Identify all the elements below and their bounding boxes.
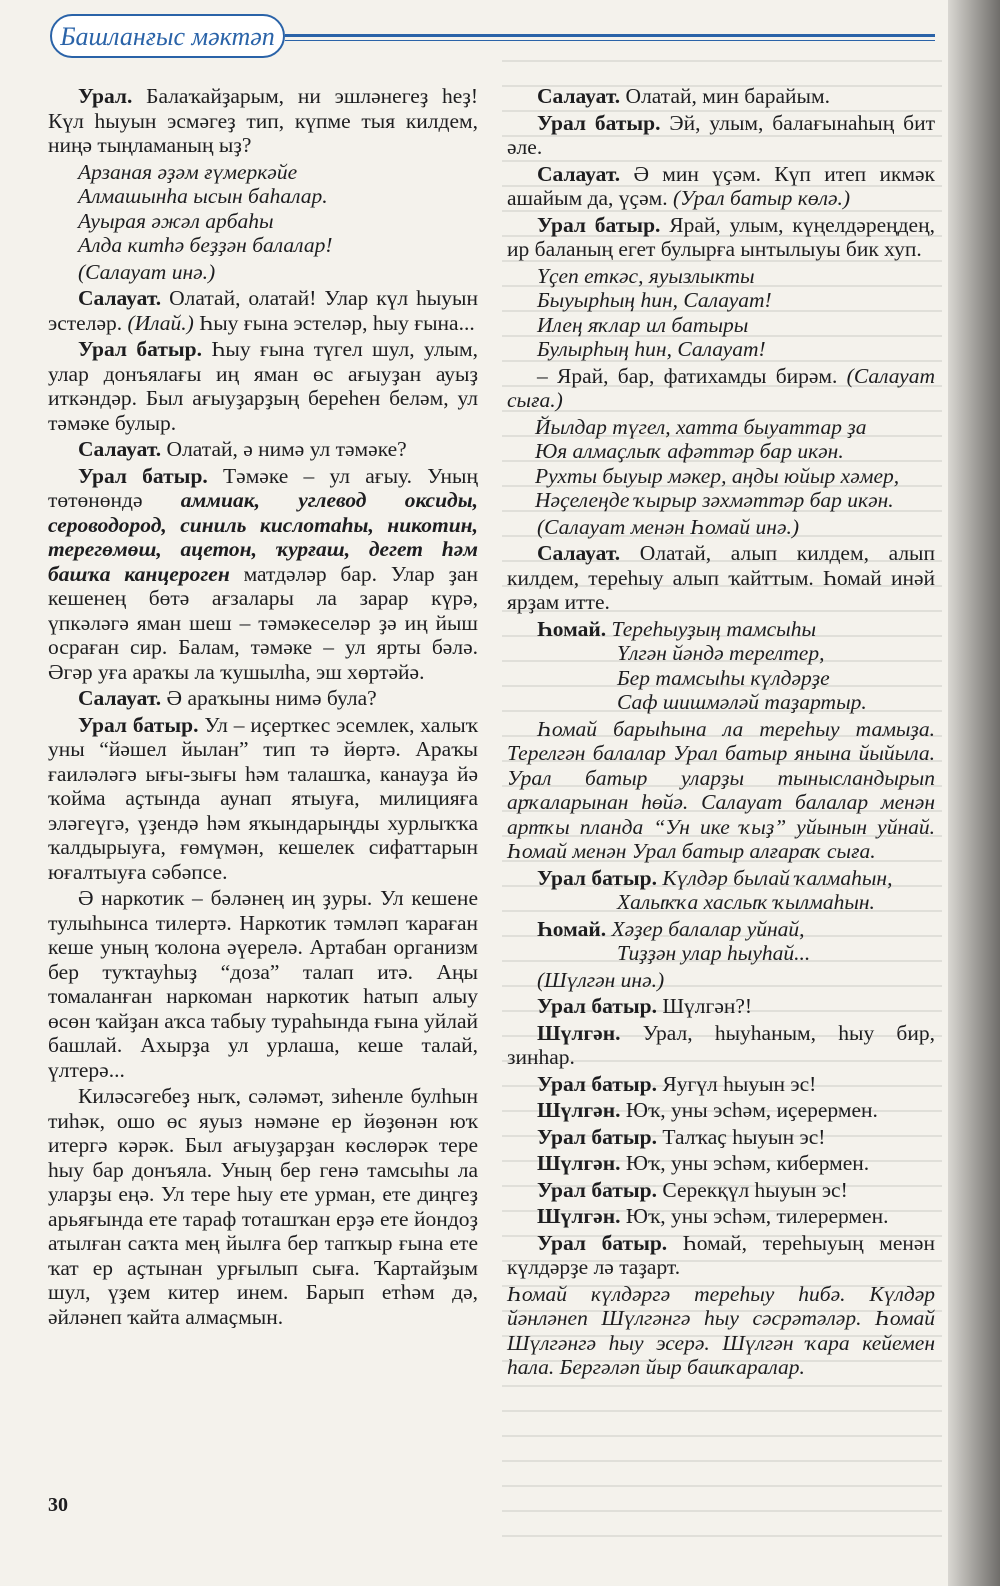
verse-block [507,415,935,513]
verse-line: Тиҙҙән улар һыуһай... [617,941,811,965]
speaker-name: Салауат. [537,541,621,565]
paragraph-text: Һыу ғына түгел шул, улым, улар донъялағы иң яман өс ағыуҙан ауыҙ иткәндәр. Был ағыуҙарҙың береһен беләм, ул тәмәке булыр. [48,337,478,435]
verse-line: Үлгән йәндә терелтер, [617,641,825,665]
speaker-name: Урал батыр. [537,1071,657,1096]
paragraph [507,1204,935,1229]
verse-line: Нәҫелеңде ҡырыр зәхмәттәр бар икән. [535,488,894,512]
paragraph [48,1084,478,1329]
paragraph-text: Шүлгән?! [656,994,753,1018]
paragraph [48,286,478,335]
paragraph-text: Олатай, мин барайым. [620,84,830,108]
verse-block [48,160,478,258]
paragraph-text: Балаҡайҙарым, ни эшләнегеҙ һеҙ! Күл һыуын эсмәгеҙ тип, күпме тыя килдем, ниңә тыңламаның ыҙ? [48,84,478,157]
paragraph [507,1151,935,1176]
speaker-name: Салауат. [537,161,621,186]
verse-line: Рухты быуыр мәкер, аңды юйыр хәмер, [535,463,900,488]
paragraph [48,337,478,435]
paragraph [507,917,935,966]
speaker-name: Урал батыр. [537,865,657,890]
paragraph-text: – Ярай, бар, фатихамды бирәм. [537,363,838,388]
speaker-name: Һомай. [537,916,607,941]
paragraph [507,1072,935,1097]
paragraph-text: Серекқүл һыуын эс! [656,1177,848,1202]
left-column [48,84,478,1331]
paragraph [507,1282,935,1380]
paragraph [507,1231,935,1280]
paragraph [48,464,478,685]
stage-direction: (Салауат инә.) [78,259,216,284]
verse-line: Тереһыуҙың тамсыһы [611,616,817,641]
verse-line: Алмашынһа ысын баһалар. [78,184,328,208]
paragraph-text: Олатай, алып килдем, алып килдем, тереһыу алып ҡайттым. Һомай инәй ярҙам итте. [507,541,935,614]
paragraph-text: Киләсәгебеҙ ныҡ, сәләмәт, зиһенле булһын тиһәк, ошо өс яуыз нәмәне ер йөҙөнән юҡ итергә кәрәк. Был ағыуҙарҙан көслөрәк тере һыу бар донъяла. Уның бер генә тамсыһы ла уларҙы еңә. Ул тере һыу ете урман, ете диңгеҙ арьяғында ете тараф тоташҡан ерҙә ете йондоҙ атылған саҡта мең йылға бер тапҡыр ғына ете ҡат ер аҫтынан урғылып сыға. Ҡартайҙым шул, үҙем китер инем. Барып етһәм дә, әйләнеп ҡайта алмаҫмын. [48,1084,478,1329]
verse-block [507,264,935,362]
paragraph-text: Урал, һыуһаным, һыу бир, зинһар. [507,1020,935,1069]
speaker-name: Салауат. [78,286,162,310]
paragraph [48,437,478,462]
paragraph [507,617,935,715]
paragraph-text: Ул – иҫерткес эсемлек, халыҡ уны “йәшел йылан” тип тә йөртә. Араҡы ғаиләләгә ығы-зығы һәм талашҡа, канауҙа йә ҡойма аҫтында аунап ятыуға, милицияға эләгеүгә, үҙендә һәм яҡындарыңды хурлыҡҡа ҡалдырыуға, ғөмүмән, кешелек сифаттарын юғалтыуға сәбәпсе. [48,712,478,884]
header-rule-thin [285,40,935,41]
paragraph [507,1098,935,1123]
paragraph [507,364,935,413]
emphasized-terms: аммиак, углевод оксиды, сероводород, синиль кислотаһы, никотин, терегөмөш, ацетон, ҡурғаш, дегет һәм башҡа канцероген [48,488,478,586]
paragraph [48,886,478,1082]
paragraph-text: Олатай, ә нимә ул тәмәке? [161,437,407,461]
speaker-name: Салауат. [78,686,162,710]
speaker-name: Салауат. [537,84,621,108]
paragraph-text: Юҡ, уны эсһәм, иҫерермен. [620,1098,878,1122]
speaker-name: Урал батыр. [78,337,203,361]
speaker-name: Шүлгән. [537,1204,621,1228]
paragraph-text: Талҡаҫ һыуын эс! [656,1124,826,1149]
paragraph-text: Олатай, олатай! Улар күл һыуын эстеләр. [48,286,478,335]
paragraph-text: Һыу ғына эстеләр, һыу ғына... [193,310,475,335]
paragraph [507,213,935,262]
verse-line: Булырһың һин, Салауат! [537,337,766,361]
stage-direction: (Илай.) [122,310,194,335]
verse-line: Халыҡҡа хаслыҡ ҡылмаһын. [617,890,875,914]
paragraph [507,111,935,160]
speaker-name: Урал батыр. [537,212,661,237]
stage-direction: (Шүлгән инә.) [537,967,665,992]
speaker-name: Урал батыр. [537,1124,657,1149]
paragraph [507,162,935,211]
speaker-name: Салауат. [78,437,162,461]
paragraph-text: Эй, улым, балағынаһың бит әле. [507,110,935,159]
speaker-name: Урал батыр. [537,1177,657,1202]
paragraph-text: Ә араҡыны нимә була? [161,686,377,710]
paragraph [48,260,478,285]
right-column [507,84,935,1382]
verse-line: Саф шишмәләй таҙартыр. [617,690,867,714]
verse-line: Алда китһә беҙҙән балалар! [78,233,333,257]
speaker-name: Урал батыр. [78,712,199,737]
paragraph [507,84,935,109]
paragraph [507,515,935,540]
verse-line: Юя алмаҫлыҡ афәттәр бар икән. [535,439,844,463]
verse-line: Арзаная әҙәм ғүмеркәйе [78,159,298,184]
speaker-name: Урал батыр. [537,994,657,1018]
verse-line: Үҫеп еткәс, яуызлыкты [537,263,755,288]
speaker-name: Шүлгән. [537,1020,621,1045]
paragraph [507,717,935,864]
paragraph [507,1021,935,1070]
verse-line: Хәҙер балалар уйнай, [611,916,805,941]
stage-direction: (Урал батыр көлә.) [667,186,851,210]
paragraph [507,541,935,615]
paragraph-text: Ә наркотик – бәләнең иң ҙуры. Ул кешене тулыһынса тилертә. Наркотик тәмләп ҡараған кеше уның ҡолона әүерелә. Артабан организм бер туҡтауһыҙ “доза” талап итә. Аңы томаланған наркоман наркотик һатып алыу өсөн ҡайҙан аҡса табыу тураһында ғына уйлай башлай. Ахырҙа ул урлаша, кеше талай, үлтерә... [48,886,478,1082]
paragraph [507,994,935,1019]
verse-line: Быуырһың һин, Салауат! [537,288,772,312]
paragraph-text: Ярай, улым, күңелдәреңдең, ир баланың егет булырға ынтылыуы бик хуп. [507,212,935,261]
paragraph-text: Юҡ, уны эсһәм, тилерермен. [620,1204,889,1228]
section-header-tab [50,14,285,58]
speaker-name: Шүлгән. [537,1151,621,1175]
speaker-name: Шүлгән. [537,1098,621,1122]
paragraph [48,713,478,885]
verse-line: Йылдар түгел, хатта быуаттар ҙа [535,414,867,439]
paragraph-text: Тәмәке – ул ағыу. Уның төтөнөндә [48,463,478,512]
verse-line: Күлдәр былай ҡалмаһын, [662,865,893,890]
paragraph [48,84,478,158]
book-spine-shadow [948,0,1000,1586]
paragraph-text: Юҡ, уны эсһәм, кибермен. [620,1151,870,1175]
header-rule [285,34,935,37]
paragraph [507,866,935,915]
verse-line: Бер тамсыһы күлдәрҙе [617,665,830,690]
verse-line: Ауырая әжәл арбаһы [78,208,274,233]
paragraph [507,968,935,993]
paragraph [48,686,478,711]
paragraph-text: Һомай, тереһыуың менән күлдәрҙе лә таҙарт. [507,1230,935,1279]
paragraph-text: Ә мин үҫәм. Күп итеп икмәк ашайым да, үҫәм. [507,161,935,210]
page-number: 30 [48,1494,68,1516]
stage-direction: Һомай күлдәргә тереһыу һибә. Күлдәр йәнләнеп Шүлгәнгә һыу сәсрәтәләр. Һомай Шүлгәнгә һыу эсерә. Шүлгән ҡара кейемен һала. Бергәләп йыр башҡаралар. [507,1281,935,1379]
paragraph [507,1178,935,1203]
speaker-name: Урал. [78,84,133,108]
stage-direction: Һомай барыһына ла тереһыу тамыҙа. Терелгән балалар Урал батыр янына йыйыла. Урал батыр уларҙы тынысландырып арҡаларынан һөйә. Салауат балалар менән артҡы планда “Ун ике ҡыҙ” уйынын уйнай. Һомай менән Урал батыр алғараҡ сыға. [507,716,935,863]
paragraph-text: Яугүл һыуын эс! [656,1071,817,1096]
stage-direction: (Салауат сыға.) [507,363,935,412]
speaker-name: Урал батыр. [537,110,661,135]
paragraph [507,1125,935,1150]
speaker-name: Урал батыр. [78,463,208,488]
speaker-name: Урал батыр. [537,1230,668,1255]
speaker-name: Һомай. [537,616,607,641]
verse-line: Илең яҡлар ил батыры [537,312,749,337]
stage-direction: (Салауат менән Һомай инә.) [537,514,800,539]
section-title: Башланғыс мәктәп [60,22,275,51]
paragraph-text: матдәләр бар. Улар ҙан кешенең бөтә ағзалары ла зарар күрә, үпкәләгә яман шеш – тәмәкеселәр ҙә иң йыш осраған сир. Балам, тәмәке – ул ярты бәлә. Әгәр уға араҡы ла ҡушылһа, эш хөртәйә. [48,561,478,684]
